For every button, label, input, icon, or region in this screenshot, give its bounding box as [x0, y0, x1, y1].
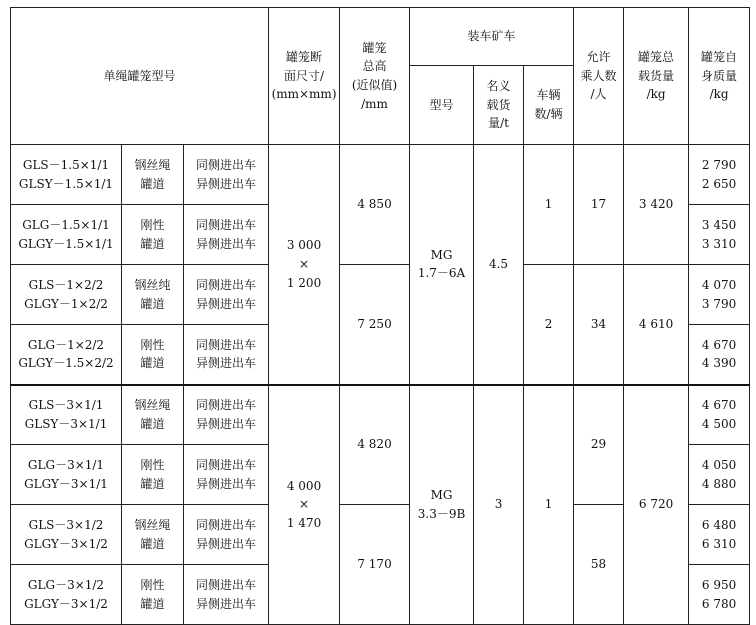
model-cell: GLG－3×1/2 GLGY－3×1/2	[11, 565, 122, 625]
total-load-cell: 6 720	[624, 385, 689, 625]
header-car-group: 装车矿车	[410, 8, 574, 66]
model-cell: GLS－3×1/1 GLSY－3×1/1	[11, 385, 122, 445]
table-row	[11, 385, 750, 415]
persons-cell: 34	[574, 265, 624, 385]
model-cell: GLG－1.5×1/1 GLGY－1.5×1/1	[11, 205, 122, 265]
car-count-cell: 2	[524, 265, 574, 385]
table-row	[11, 145, 750, 175]
persons-cell: 17	[574, 145, 624, 265]
section-size-cell: 4 000 × 1 470	[269, 385, 340, 625]
access-cell: 同侧进出车 异侧进出车	[184, 145, 269, 205]
header-rated-load: 名义 载货 量/t	[474, 66, 524, 145]
self-mass-cell: 6 480 6 310	[689, 505, 750, 565]
self-mass-cell: 2 790 2 650	[689, 145, 750, 205]
header-total-load: 罐笼总 载货量 /kg	[624, 8, 689, 145]
access-cell: 同侧进出车 异侧进出车	[184, 265, 269, 325]
header-model: 单绳罐笼型号	[11, 8, 269, 145]
model-cell: GLG－1×2/2 GLGY－1.5×2/2	[11, 325, 122, 385]
header-row-1	[11, 8, 750, 66]
header-self-mass: 罐笼自 身质量 /kg	[689, 8, 750, 145]
header-car-count: 车辆 数/辆	[524, 66, 574, 145]
guide-cell: 钢丝绳 罐道	[122, 505, 184, 565]
persons-cell: 29	[574, 385, 624, 505]
height-cell: 4 820	[340, 385, 410, 505]
access-cell: 同侧进出车 异侧进出车	[184, 385, 269, 445]
car-count-cell: 1	[524, 385, 574, 625]
guide-cell: 钢丝绳 罐道	[122, 385, 184, 445]
height-cell: 7 170	[340, 505, 410, 625]
self-mass-cell: 3 450 3 310	[689, 205, 750, 265]
car-count-cell: 1	[524, 145, 574, 265]
guide-cell: 刚性 罐道	[122, 445, 184, 505]
guide-cell: 刚性 罐道	[122, 565, 184, 625]
persons-cell: 58	[574, 505, 624, 625]
model-cell: GLS－3×1/2 GLGY－3×1/2	[11, 505, 122, 565]
header-height: 罐笼 总高 (近似值) /mm	[340, 8, 410, 145]
self-mass-cell: 4 050 4 880	[689, 445, 750, 505]
section-size-cell: 3 000 × 1 200	[269, 145, 340, 385]
model-cell: GLS－1×2/2 GLGY－1×2/2	[11, 265, 122, 325]
table-row	[11, 265, 750, 295]
guide-cell: 钢丝纯 罐道	[122, 265, 184, 325]
guide-cell: 刚性 罐道	[122, 325, 184, 385]
car-type-cell: MG 3.3－9B	[410, 385, 474, 625]
header-persons: 允许 乘人数 /人	[574, 8, 624, 145]
total-load-cell: 3 420	[624, 145, 689, 265]
guide-cell: 刚性 罐道	[122, 205, 184, 265]
model-cell: GLG－3×1/1 GLGY－3×1/1	[11, 445, 122, 505]
header-section-size: 罐笼断 面尺寸/ (mm×mm)	[269, 8, 340, 145]
access-cell: 同侧进出车 异侧进出车	[184, 565, 269, 625]
height-cell: 7 250	[340, 265, 410, 385]
self-mass-cell: 6 950 6 780	[689, 565, 750, 625]
self-mass-cell: 4 670 4 390	[689, 325, 750, 385]
access-cell: 同侧进出车 异侧进出车	[184, 205, 269, 265]
access-cell: 同侧进出车 异侧进出车	[184, 445, 269, 505]
rated-load-cell: 3	[474, 385, 524, 625]
header-car-type: 型号	[410, 66, 474, 145]
access-cell: 同侧进出车 异侧进出车	[184, 325, 269, 385]
self-mass-cell: 4 070 3 790	[689, 265, 750, 325]
model-cell: GLS－1.5×1/1 GLSY－1.5×1/1	[11, 145, 122, 205]
total-load-cell: 4 610	[624, 265, 689, 385]
rated-load-cell: 4.5	[474, 145, 524, 385]
guide-cell: 钢丝绳 罐道	[122, 145, 184, 205]
car-type-cell: MG 1.7－6A	[410, 145, 474, 385]
cage-spec-table	[10, 7, 750, 625]
height-cell: 4 850	[340, 145, 410, 265]
access-cell: 同侧进出车 异侧进出车	[184, 505, 269, 565]
self-mass-cell: 4 670 4 500	[689, 385, 750, 445]
